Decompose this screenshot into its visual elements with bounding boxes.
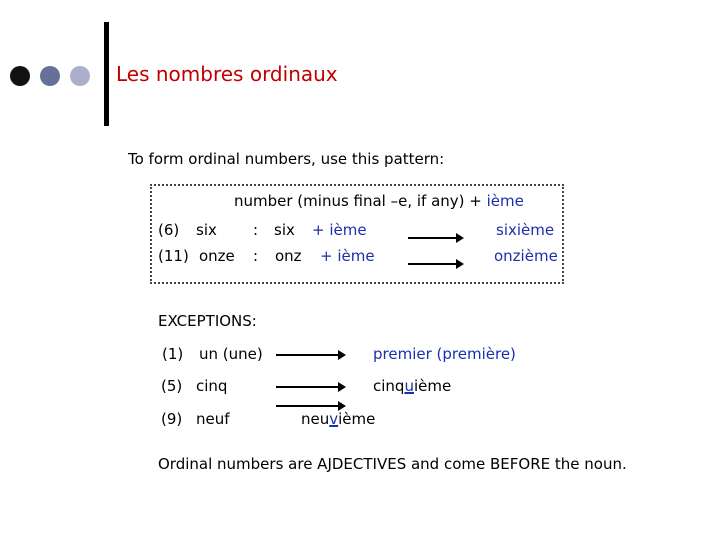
footer-note: Ordinal numbers are AJDECTIVES and come BEFORE the noun.	[158, 455, 627, 473]
exception-result	[301, 410, 375, 428]
intro-text: To form ordinal numbers, use this pattern:	[128, 150, 445, 168]
title-divider	[104, 22, 109, 126]
exception-word: un (une)	[199, 345, 263, 363]
page-title: Les nombres ordinaux	[116, 62, 338, 86]
bullet-dot-1	[10, 66, 30, 86]
pattern-rule	[234, 192, 524, 210]
exception-num: (5)	[161, 377, 183, 395]
exception-result-highlight: v	[329, 410, 339, 428]
exception-num: (9)	[161, 410, 183, 428]
exception-result-highlight: u	[404, 377, 414, 395]
pattern-rule-suffix: ième	[486, 192, 524, 210]
exception-result-stem: neu	[301, 410, 330, 428]
pattern-row-word: six	[196, 221, 217, 239]
exception-result-stem: cinq	[373, 377, 405, 395]
pattern-rule-prefix: number (minus final –e, if any) +	[234, 192, 487, 210]
pattern-row-result: onzième	[494, 247, 558, 265]
arrow-icon	[408, 263, 462, 265]
pattern-row-colon: :	[253, 221, 259, 239]
exception-result-suffix: ième	[338, 410, 376, 428]
exception-result: premier (première)	[373, 345, 516, 363]
bullet-dot-3	[70, 66, 90, 86]
pattern-row-num: (6)	[158, 221, 180, 239]
arrow-icon	[276, 405, 344, 407]
exception-result-suffix: ième	[413, 377, 452, 395]
pattern-row-stem: six	[274, 221, 295, 239]
exception-word: cinq	[196, 377, 228, 395]
pattern-row-suffix: + ième	[320, 247, 375, 265]
pattern-row-num: (11)	[158, 247, 189, 265]
exception-result	[373, 377, 451, 395]
pattern-row-word: onze	[199, 247, 235, 265]
pattern-row-stem: onz	[275, 247, 302, 265]
arrow-icon	[408, 237, 462, 239]
exceptions-heading: EXCEPTIONS:	[158, 312, 257, 330]
pattern-row-suffix: + ième	[312, 221, 367, 239]
pattern-row-result: sixième	[496, 221, 555, 239]
arrow-icon	[276, 354, 344, 356]
exception-word: neuf	[196, 410, 230, 428]
arrow-icon	[276, 386, 344, 388]
bullet-dot-2	[40, 66, 60, 86]
pattern-row-colon: :	[253, 247, 259, 265]
exception-num: (1)	[162, 345, 184, 363]
